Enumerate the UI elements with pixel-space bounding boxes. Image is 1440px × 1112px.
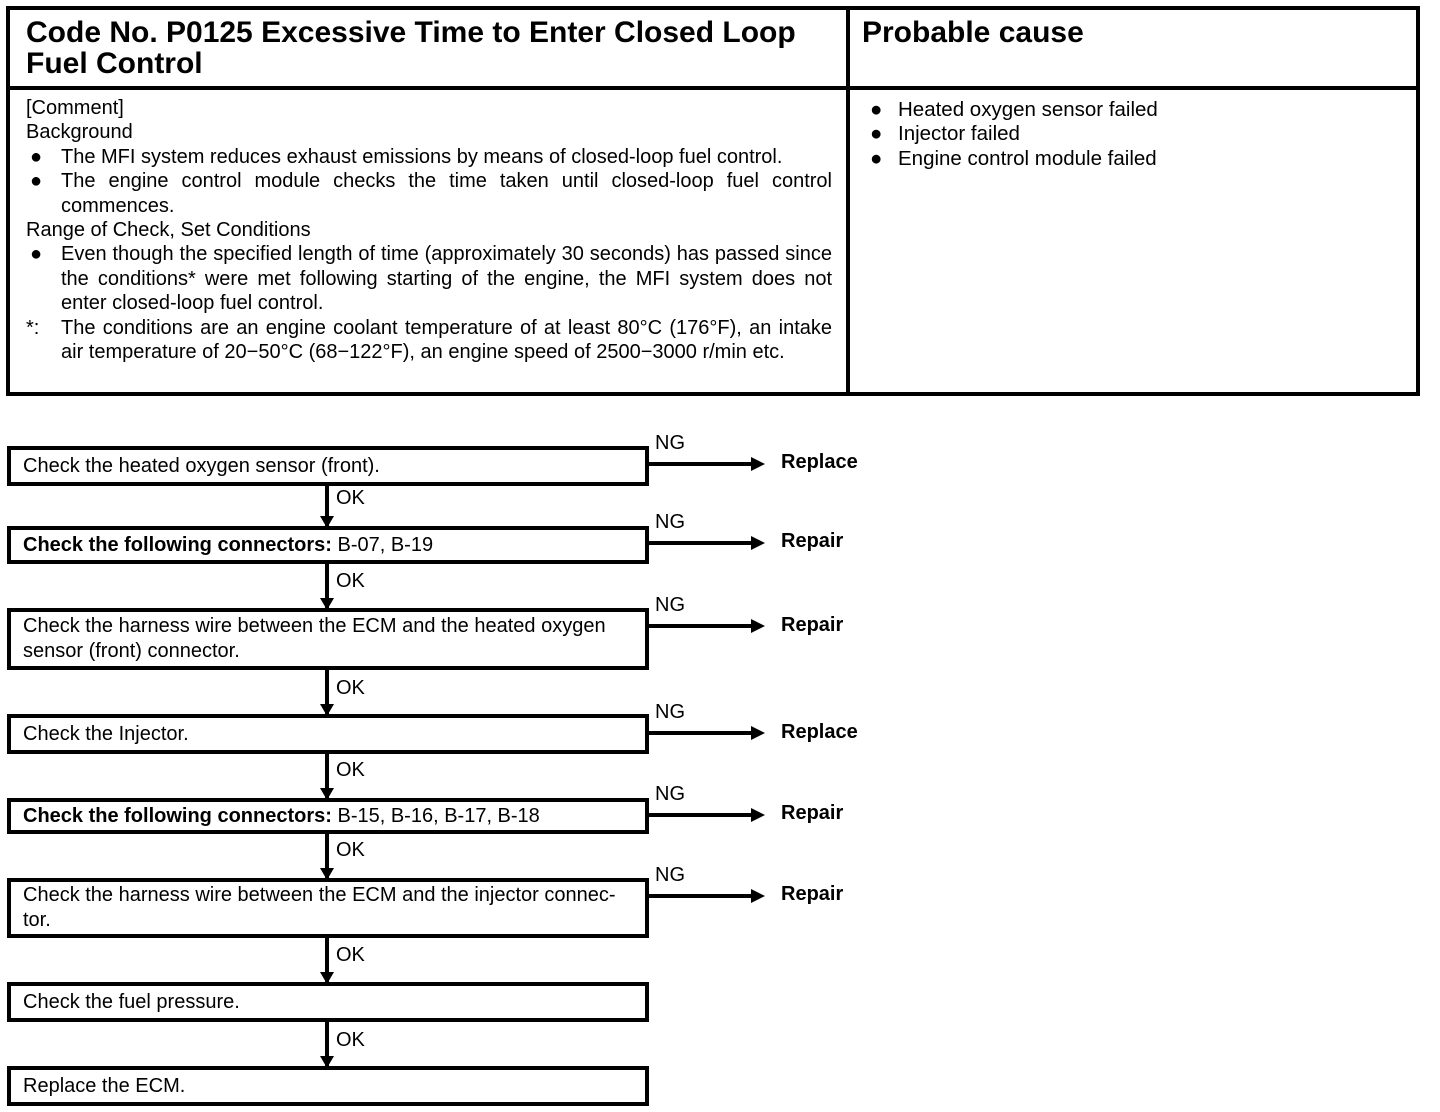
- probable-cause-list: [866, 98, 1158, 171]
- ok-arrow: [325, 754, 329, 798]
- ok-arrow: [325, 938, 329, 982]
- bullet-icon: ●: [30, 243, 43, 266]
- action-repair: Repair: [781, 614, 844, 636]
- range-bullet: ● Even though the specified length of time (approximately 30 seconds) has passed since the conditions* were met following starting of the engine, the MFI system does not enter closed-loop fuel control.: [30, 243, 832, 315]
- flow-step-check-fuel-pressure: Check the fuel pressure.: [7, 982, 649, 1022]
- flow-step-check-harness-injector: Check the harness wire between the ECM and the injector connec-tor.: [7, 878, 649, 938]
- ok-arrow: [325, 486, 329, 526]
- comment-label: [Comment]: [26, 97, 124, 119]
- ng-arrow: [649, 894, 753, 898]
- cause-item: ● Engine control module failed: [870, 146, 1157, 170]
- action-repair: Repair: [781, 883, 844, 905]
- action-repair: Repair: [781, 530, 844, 552]
- bullet-icon: ●: [30, 170, 43, 193]
- ng-label: NG: [655, 783, 685, 805]
- footnote: *: The conditions are an engine coolant temperature of at least 80°C (176°F), an intake air temperature of 20−50°C (68−122°F), an engine speed of 2500−3000 r/min etc.: [26, 316, 832, 364]
- ng-arrow: [649, 541, 753, 545]
- ok-label: OK: [336, 487, 365, 509]
- ng-arrow: [649, 813, 753, 817]
- flow-step-check-injector: Check the Injector.: [7, 714, 649, 754]
- flow-step-replace-ecm: Replace the ECM.: [7, 1066, 649, 1106]
- ng-label: NG: [655, 701, 685, 723]
- cause-item: ● Injector failed: [870, 122, 1020, 146]
- ng-label: NG: [655, 864, 685, 886]
- flow-step-check-oxygen-sensor: Check the heated oxygen sensor (front).: [7, 446, 649, 486]
- ng-label: NG: [655, 511, 685, 533]
- footnote-marker: *:: [26, 316, 40, 339]
- bullet-icon: ●: [870, 98, 883, 121]
- bullet-icon: ●: [870, 146, 883, 170]
- bullet-icon: ●: [870, 122, 883, 146]
- action-replace: Replace: [781, 451, 858, 473]
- ng-arrow: [649, 462, 753, 466]
- ok-label: OK: [336, 839, 365, 861]
- table-column-divider: [846, 10, 850, 392]
- action-repair: Repair: [781, 802, 844, 824]
- ng-arrow: [649, 731, 753, 735]
- ok-arrow: [325, 670, 329, 714]
- ok-arrow: [325, 564, 329, 608]
- ok-label: OK: [336, 759, 365, 781]
- bullet-icon: ●: [30, 145, 43, 168]
- ok-label: OK: [336, 677, 365, 699]
- comment-section: [26, 96, 832, 364]
- flow-step-check-connectors-b15-b18: Check the following connectors: B-15, B-16, B-17, B-18: [7, 798, 649, 834]
- ok-arrow: [325, 1022, 329, 1066]
- ng-label: NG: [655, 594, 685, 616]
- code-title: Code No. P0125 Excessive Time to Enter Closed Loop Fuel Control: [26, 16, 796, 80]
- background-bullet: ● The engine control module checks the time taken until closed-loop fuel control commences.: [30, 170, 832, 217]
- diagnostic-info-table: [6, 6, 1420, 396]
- range-heading: Range of Check, Set Conditions: [26, 219, 311, 242]
- background-bullet: ● The MFI system reduces exhaust emissions by means of closed-loop fuel control.: [30, 145, 783, 168]
- action-replace: Replace: [781, 721, 858, 743]
- flow-step-check-connectors-b07-b19: Check the following connectors: B-07, B-19: [7, 526, 649, 564]
- probable-cause-title: Probable cause: [862, 16, 1084, 49]
- ng-label: NG: [655, 432, 685, 454]
- ok-label: OK: [336, 1029, 365, 1051]
- ok-label: OK: [336, 570, 365, 592]
- ng-arrow: [649, 624, 753, 628]
- background-heading: Background: [26, 121, 133, 144]
- ok-label: OK: [336, 944, 365, 966]
- ok-arrow: [325, 834, 329, 878]
- flow-step-check-harness-oxygen-sensor: Check the harness wire between the ECM and the heated oxygen sensor (front) connector.: [7, 608, 649, 670]
- cause-item: ● Heated oxygen sensor failed: [870, 98, 1158, 121]
- table-header-divider: [10, 86, 1416, 90]
